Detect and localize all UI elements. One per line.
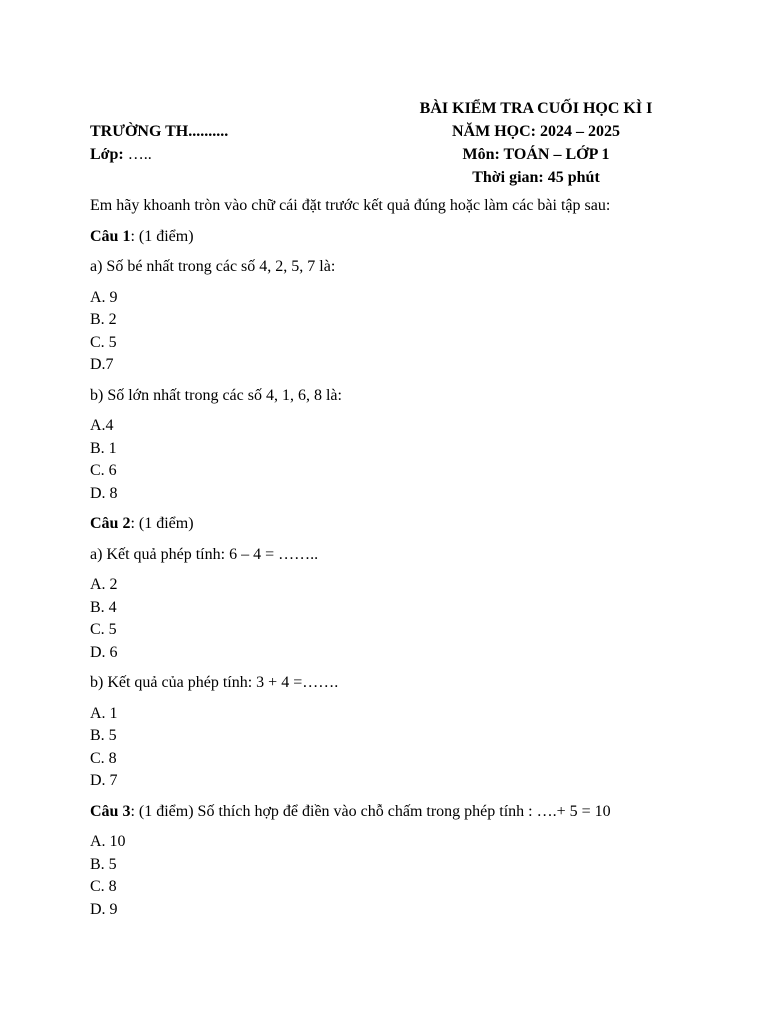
option[interactable]: B. 2 bbox=[90, 311, 117, 328]
question-2-label: Câu 2 bbox=[90, 515, 131, 532]
question-1-label: Câu 1 bbox=[90, 227, 131, 245]
option[interactable]: A. 1 bbox=[90, 704, 118, 722]
option[interactable]: A. 2 bbox=[90, 576, 118, 593]
option[interactable]: C. 5 bbox=[90, 333, 117, 351]
question-1-heading bbox=[90, 226, 710, 249]
question-3-prompt: : (1 điểm) Số thích hợp để điền vào chỗ chấm trong phép tính : ….+ 5 = 10 bbox=[130, 802, 611, 820]
option[interactable]: A.4 bbox=[90, 417, 114, 434]
option[interactable]: C. 8 bbox=[90, 749, 117, 767]
question-3-options bbox=[90, 831, 710, 921]
question-2b-options bbox=[90, 703, 710, 793]
question-3-label: Câu 3 bbox=[90, 802, 131, 820]
option[interactable]: B. 4 bbox=[90, 598, 117, 616]
school-name: TRƯỜNG TH.......... bbox=[90, 123, 229, 140]
question-2-points: : (1 điểm) bbox=[130, 515, 194, 532]
option[interactable]: C. 5 bbox=[90, 621, 117, 638]
option[interactable]: D.7 bbox=[90, 356, 114, 373]
option[interactable]: B. 1 bbox=[90, 439, 117, 457]
question-3-heading bbox=[90, 801, 710, 824]
option[interactable]: C. 8 bbox=[90, 878, 117, 895]
option[interactable]: A. 10 bbox=[90, 833, 126, 850]
question-2-heading bbox=[90, 513, 710, 536]
exam-title: BÀI KIỂM TRA CUỐI HỌC KÌ I bbox=[419, 100, 653, 117]
question-2a-prompt: a) Kết quả phép tính: 6 – 4 = …….. bbox=[90, 545, 319, 563]
exam-header bbox=[0, 98, 768, 190]
option[interactable]: C. 6 bbox=[90, 462, 117, 479]
question-1b-options bbox=[90, 415, 710, 505]
question-1a-prompt: a) Số bé nhất trong các số 4, 2, 5, 7 là: bbox=[90, 258, 336, 275]
instruction: Em hãy khoanh tròn vào chữ cái đặt trước kết quả đúng hoặc làm các bài tập sau: bbox=[90, 197, 611, 214]
class-label: Lớp: bbox=[90, 146, 124, 163]
class-line bbox=[90, 144, 152, 167]
option[interactable]: B. 5 bbox=[90, 727, 117, 744]
duration: Thời gian: 45 phút bbox=[472, 169, 600, 186]
option[interactable]: D. 6 bbox=[90, 643, 118, 661]
option[interactable]: A. 9 bbox=[90, 288, 118, 306]
option[interactable]: B. 5 bbox=[90, 855, 117, 873]
option[interactable]: D. 9 bbox=[90, 900, 118, 918]
question-2b-prompt: b) Kết quả của phép tính: 3 + 4 =……. bbox=[90, 674, 339, 691]
option[interactable]: D. 7 bbox=[90, 772, 118, 789]
question-1a-options bbox=[90, 287, 710, 377]
school-year: NĂM HỌC: 2024 – 2025 bbox=[452, 123, 620, 140]
question-1b-prompt: b) Số lớn nhất trong các số 4, 1, 6, 8 là: bbox=[90, 386, 342, 404]
subject: Môn: TOÁN – LỚP 1 bbox=[462, 146, 610, 163]
class-value: ….. bbox=[127, 146, 152, 163]
exam-content bbox=[90, 195, 710, 929]
question-2a-options bbox=[90, 574, 710, 664]
question-1-points: : (1 điểm) bbox=[130, 227, 194, 245]
option[interactable]: D. 8 bbox=[90, 484, 118, 502]
